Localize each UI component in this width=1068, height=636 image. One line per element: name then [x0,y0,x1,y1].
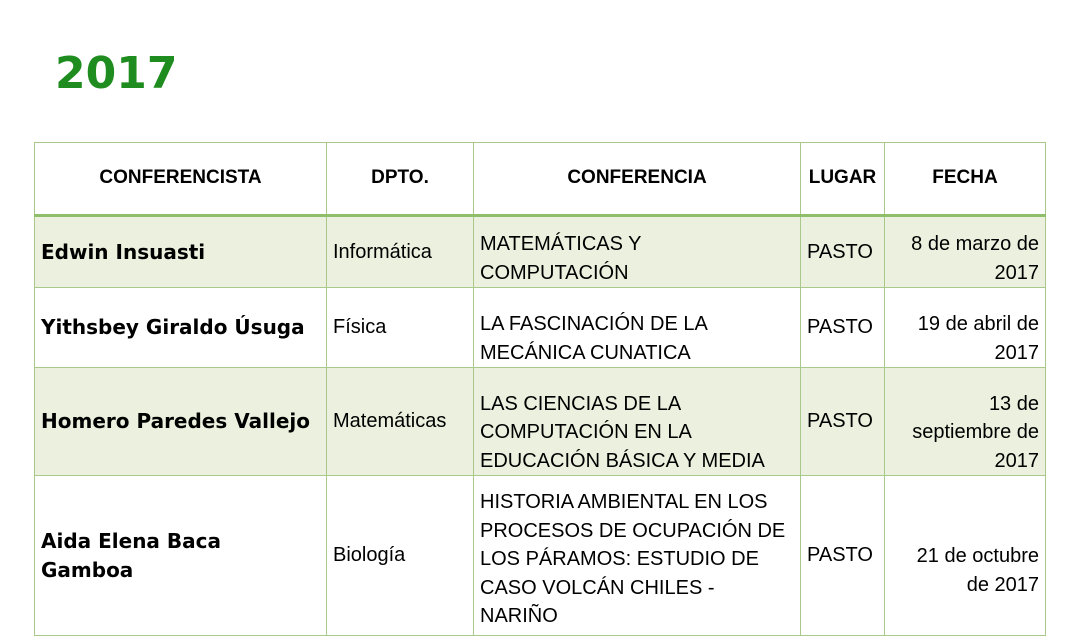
talk-cell: MATEMÁTICAS Y COMPUTACIÓN [474,216,801,288]
date-cell: 8 de marzo de 2017 [885,216,1046,288]
header-place: LUGAR [801,143,885,216]
place-cell: PASTO [801,288,885,368]
place-cell: PASTO [801,216,885,288]
talk-cell: LA FASCINACIÓN DE LA MECÁNICA CUNATICA [474,288,801,368]
dept-cell: Informática [327,216,474,288]
page-title: 2017 [55,48,178,99]
talk-cell: HISTORIA AMBIENTAL EN LOS PROCESOS DE OCUPACIÓN DE LOS PÁRAMOS: ESTUDIO DE CASO VOLCÁN CHILES - NARIÑO [474,476,801,636]
speaker-cell: Yithsbey Giraldo Úsuga [35,288,327,368]
table-row [35,216,1046,288]
dept-cell: Física [327,288,474,368]
place-cell: PASTO [801,368,885,476]
conference-table [34,142,1046,636]
date-cell: 21 de octubre de 2017 [885,476,1046,636]
dept-cell: Matemáticas [327,368,474,476]
date-cell: 19 de abril de 2017 [885,288,1046,368]
dept-cell: Biología [327,476,474,636]
table-header-row [35,143,1046,216]
place-cell: PASTO [801,476,885,636]
header-talk: CONFERENCIA [474,143,801,216]
header-date: FECHA [885,143,1046,216]
header-speaker: CONFERENCISTA [35,143,327,216]
date-cell: 13 de septiembre de 2017 [885,368,1046,476]
table-row [35,368,1046,476]
speaker-cell: Homero Paredes Vallejo [35,368,327,476]
speaker-cell: Aida Elena Baca Gamboa [35,476,327,636]
table-row [35,476,1046,636]
talk-cell: LAS CIENCIAS DE LA COMPUTACIÓN EN LA EDUCACIÓN BÁSICA Y MEDIA [474,368,801,476]
speaker-cell: Edwin Insuasti [35,216,327,288]
table-row [35,288,1046,368]
header-dept: DPTO. [327,143,474,216]
